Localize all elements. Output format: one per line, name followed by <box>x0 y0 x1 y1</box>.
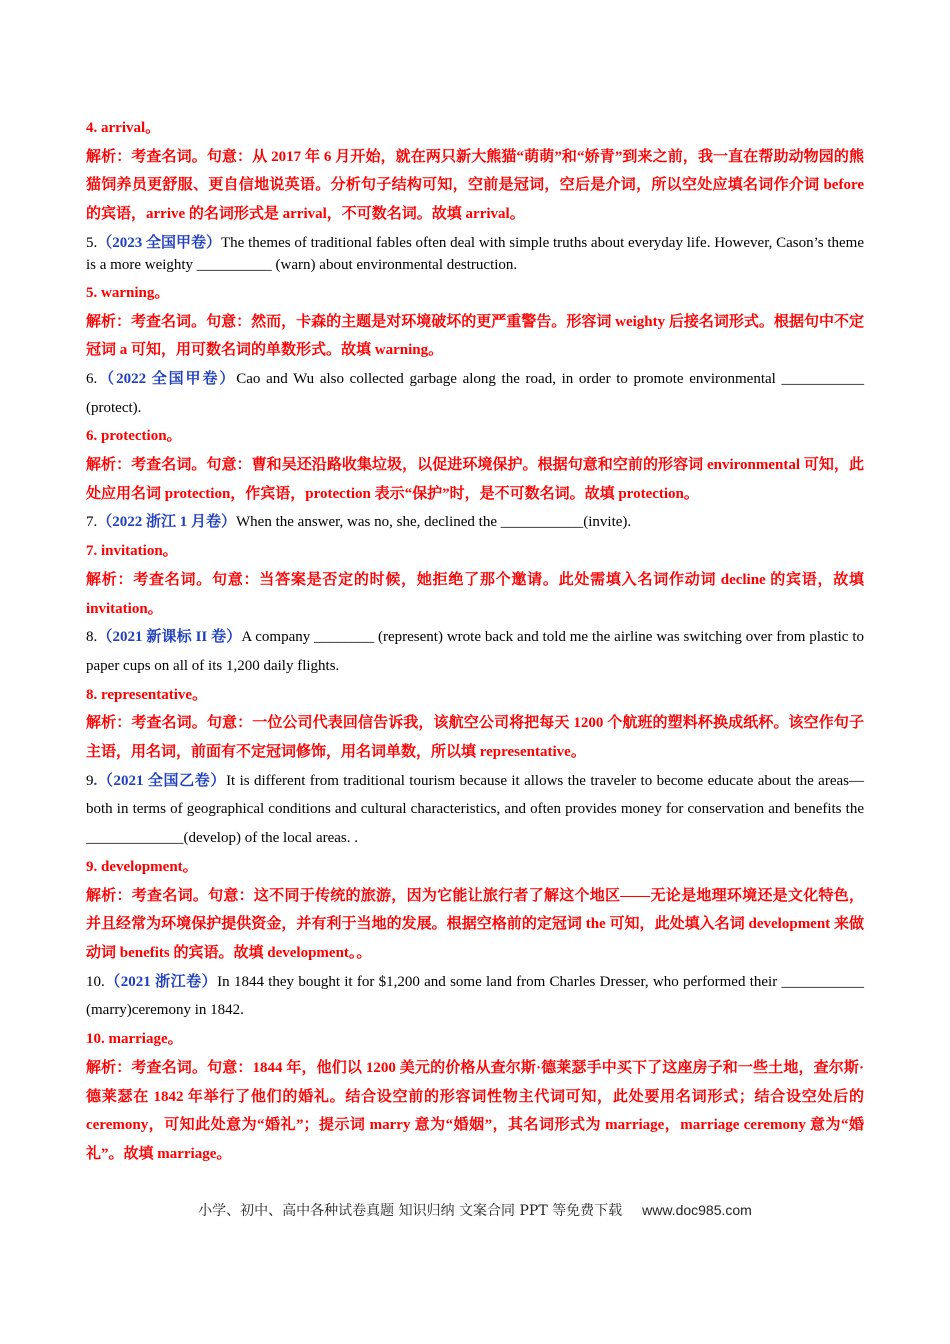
explanation-7: 解析：考查名词。句意：当答案是否定的时候，她拒绝了那个邀请。此处需填入名词作动词 decline 的宾语，故填 invitation。 <box>86 571 864 617</box>
question-source: （2022 全国甲卷） <box>97 370 237 387</box>
answer-9: 9. development。 <box>86 858 198 875</box>
question-5 <box>86 229 864 279</box>
question-7 <box>86 508 864 537</box>
question-10 <box>86 968 864 1025</box>
explanation-6: 解析：考查名词。句意：曹和吴还沿路收集垃圾，以促进环境保护。根据句意和空前的形容词 environmental 可知，此处应用名词 protection，作宾语，protection 表示“保护”时，是不可数名词。故填 protection。 <box>86 457 864 502</box>
question-number: 9 <box>86 772 94 789</box>
answer-10: 10. marriage。 <box>86 1031 183 1048</box>
answer-7: 7. invitation。 <box>86 543 178 560</box>
explanation-5: 解析：考查名词。句意：然而，卡森的主题是对环境破坏的更严重警告。形容词 weighty 后接名词形式。根据句中不定冠词 a 可知，用可数名词的单数形式。故填 warning。 <box>86 313 864 359</box>
answer-5: 5. warning。 <box>86 284 170 301</box>
page-footer <box>0 1200 950 1220</box>
question-9 <box>86 767 864 853</box>
question-text: The themes of traditional fables often deal with simple truths about everyday life. However, Cason’s theme is a more weighty __________ (warn) about environmental destruction. <box>86 234 864 273</box>
question-8 <box>86 623 864 680</box>
question-text: A company ________ (represent) wrote back and told me the airline was switching over from plastic to paper cups on all of its 1,200 daily flights. <box>86 629 864 674</box>
question-text: It is different from traditional tourism because it allows the traveler to become educate about the areas—both in terms of geographical conditions and cultural characteristics, and often provides money for conservation and benefits the _____________(develop) of the local areas. . <box>86 772 864 847</box>
question-text: Cao and Wu also collected garbage along the road, in order to promote environmental ___________ (protect). <box>86 370 864 416</box>
question-number: 7. <box>86 514 98 531</box>
footer-url[interactable]: www.doc985.com <box>642 1202 752 1218</box>
question-source: .（2021 全国乙卷） <box>93 772 227 789</box>
footer-text: 小学、初中、高中各种试卷真题 知识归纳 文案合同 PPT 等免费下载 <box>198 1203 623 1219</box>
question-number: 10. <box>86 973 105 990</box>
question-6 <box>86 365 864 422</box>
question-number: 8. <box>86 629 98 646</box>
explanation-4: 解析：考查名词。句意：从 2017 年 6 月开始，就在两只新大熊猫“萌萌”和“娇青”到来之前，我一直在帮助动物园的熊猫饲养员更舒服、更自信地说英语。分析句子结构可知，空前是冠词，空后是介词，所以空处应填名词作介词 before 的宾语，arrive 的名词形式是 arrival，不可数名词。故填 arrival。 <box>86 148 864 223</box>
question-source: （2022 浙江 1 月卷） <box>97 514 237 531</box>
answer-6: 6. protection。 <box>86 428 182 445</box>
document-body <box>86 114 864 1169</box>
question-text: In 1844 they bought it for $1,200 and some land from Charles Dresser, who performed their ___________ (marry)ceremony in 1842. <box>86 973 864 1019</box>
question-number: 6. <box>86 370 98 387</box>
explanation-10: 解析：考查名词。句意：1844 年，他们以 1200 美元的价格从查尔斯·德莱瑟手中买下了这座房子和一些土地，查尔斯·德莱瑟在 1842 年举行了他们的婚礼。结合设空前的形容词性物主代词可知，此处要用名词形式；结合设空处后的 ceremony，可知此处意为“婚礼”；提示词 marry 意为“婚姻”，其名词形式为 marriage，marriage ceremony 意为“婚礼”。故填 marriage。 <box>86 1059 864 1162</box>
answer-8: 8. representative。 <box>86 686 208 703</box>
question-number: 5. <box>86 234 98 251</box>
question-source: （2023 全国甲卷） <box>97 234 222 251</box>
answer-4: 4. arrival。 <box>86 120 161 136</box>
explanation-9: 解析：考查名词。句意：这不同于传统的旅游，因为它能让旅行者了解这个地区——无论是地理环境还是文化特色，并且经常为环境保护提供资金，并有利于当地的发展。根据空格前的定冠词 the 可知，此处填入名词 development 来做动词 benefits 的宾语。故填 development。。 <box>86 887 864 961</box>
question-text: When the answer, was no, she, declined the ___________(invite). <box>236 514 632 531</box>
question-source: （2021 新课标 II 卷） <box>97 629 242 646</box>
explanation-8: 解析：考查名词。句意：一位公司代表回信告诉我，该航空公司将把每天 1200 个航班的塑料杯换成纸杯。该空作句子主语，用名词，前面有不定冠词修饰，用名词单数，所以填 representative。 <box>86 715 864 761</box>
question-source: （2021 浙江卷） <box>104 973 218 990</box>
